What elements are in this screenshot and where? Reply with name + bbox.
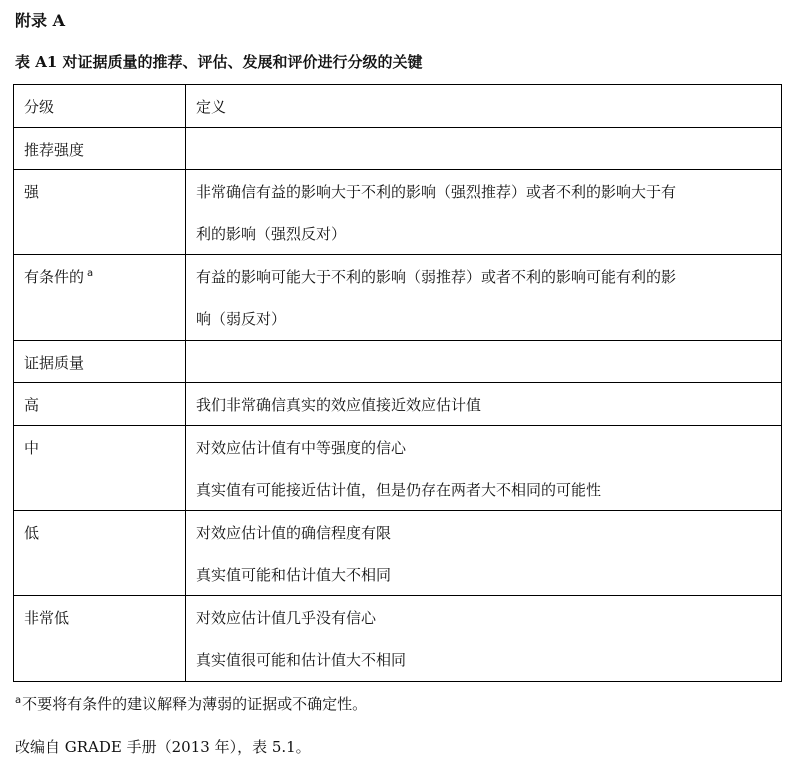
grade-label: 中	[24, 439, 40, 457]
header-cell-grade	[14, 85, 186, 128]
definition-cell	[186, 383, 782, 426]
definition-line: 利的影响（强烈反对）	[196, 225, 347, 243]
grade-cell	[14, 383, 186, 426]
definition-cell	[186, 341, 782, 383]
table-caption: 表 A1 对证据质量的推荐、评估、发展和评价进行分级的关键	[15, 53, 423, 71]
footnote-marker: a	[87, 268, 94, 279]
definition-cell	[186, 128, 782, 170]
header-definition-label: 定义	[196, 98, 227, 116]
definition-line: 有益的影响可能大于不利的影响（弱推荐）或者不利的影响可能有利的影	[196, 268, 677, 286]
grade-cell	[14, 511, 186, 596]
header-grade-label: 分级	[24, 98, 55, 116]
definition-line: 对效应估计值几乎没有信心	[196, 609, 377, 627]
table-row-moderate	[14, 426, 782, 511]
definition-cell	[186, 511, 782, 596]
grade-cell	[14, 170, 186, 255]
table-header-row	[14, 85, 782, 128]
grade-label: 有条件的	[24, 268, 85, 286]
source-note: 改编自 GRADE 手册（2013 年），表 5.1。	[15, 738, 311, 756]
table-row-high	[14, 383, 782, 426]
grade-cell	[14, 255, 186, 341]
table-row-very-low	[14, 596, 782, 682]
footnote-text: 不要将有条件的建议解释为薄弱的证据或不确定性。	[22, 695, 368, 713]
grade-cell	[14, 341, 186, 383]
footnote-marker: a	[15, 695, 22, 706]
table-row-strong	[14, 170, 782, 255]
grade-table	[13, 84, 782, 682]
grade-cell	[14, 596, 186, 682]
header-cell-definition	[186, 85, 782, 128]
definition-cell	[186, 596, 782, 682]
definition-line: 真实值可能和估计值大不相同	[196, 566, 392, 584]
grade-cell	[14, 426, 186, 511]
table-row-conditional	[14, 255, 782, 341]
definition-line: 我们非常确信真实的效应值接近效应估计值	[196, 396, 482, 414]
grade-label: 高	[24, 396, 40, 414]
grade-label: 证据质量	[24, 354, 85, 372]
definition-line: 对效应估计值的确信程度有限	[196, 524, 392, 542]
definition-line: 对效应估计值有中等强度的信心	[196, 439, 407, 457]
grade-label: 强	[24, 183, 40, 201]
grade-label: 低	[24, 524, 40, 542]
table-row-strength-section	[14, 128, 782, 170]
definition-cell	[186, 426, 782, 511]
definition-line: 真实值有可能接近估计值，但是仍存在两者大不相同的可能性	[196, 481, 602, 499]
appendix-title: 附录 A	[15, 11, 65, 30]
footnote	[15, 694, 367, 714]
grade-label: 非常低	[24, 609, 70, 627]
table-row-quality-section	[14, 341, 782, 383]
definition-line: 响（弱反对）	[196, 310, 287, 328]
grade-label: 推荐强度	[24, 141, 85, 159]
grade-cell	[14, 128, 186, 170]
definition-line: 真实值很可能和估计值大不相同	[196, 651, 407, 669]
table-row-low	[14, 511, 782, 596]
definition-cell	[186, 255, 782, 341]
definition-line: 非常确信有益的影响大于不利的影响（强烈推荐）或者不利的影响大于有	[196, 183, 677, 201]
definition-cell	[186, 170, 782, 255]
